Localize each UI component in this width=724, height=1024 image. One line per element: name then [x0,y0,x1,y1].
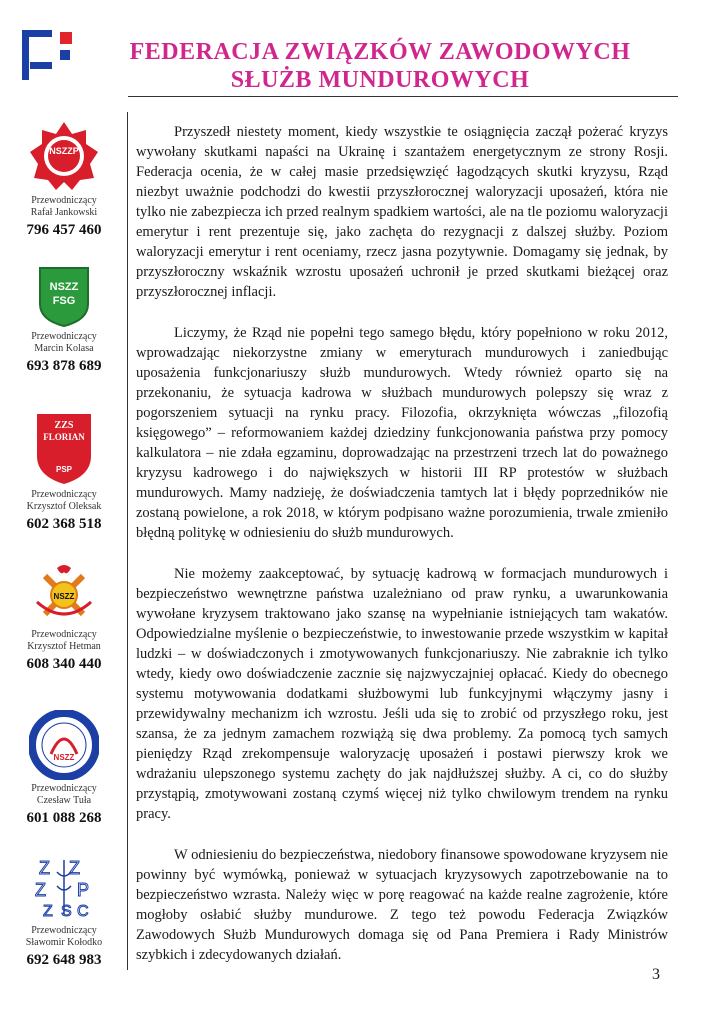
header-rule [128,96,678,97]
member-block-tula [8,710,120,827]
paragraph-4: W odniesieniu do bezpieczeństwa, niedobory finansowe spowodowane kryzysem nie powinny być wymówką, ponieważ w sytuacjach kryzysowych zapotrzebowanie na to bezpieczeństwo wzrasta. Należy więc w porę reagować na każde realne zagrożenie, które mogłoby osłabić służby mundurowe. Z tego też powodu Federacja Związków Zawodowych Służb Mundurowych domaga się od Pana Premiera i Rady Ministrów szybkich i zdecydowanych działań. [136,847,668,963]
member-phone: 692 648 983 [26,952,102,968]
member-block-nszzp [8,120,120,239]
member-role: Przewodniczący [31,489,97,500]
svg-text:C: C [77,903,89,920]
title-line-2: SŁUŻB MUNDUROWYCH [230,67,530,93]
member-role: Przewodniczący [31,331,97,342]
member-block-kolodko [8,852,120,969]
title-line-1: FEDERACJA ZWIĄZKÓW ZAWODOWYCH [129,39,631,65]
paragraph-1: Przyszedł niestety moment, kiedy wszystkie te osiągnięcia zaczął pożerać kryzys wywołany skutkami napaści na Ukrainę i szantażem energetycznym ze strony Rosji. Federacja ocenia, że w całej masie przedsięwzięć łagodzących skutki kryzysu, Rząd niezbyt uważnie podchodzi do kwestii przyszłorocznej waloryzacji uposażeń, która nie tylko nie zabezpiecza ich przed realnym spadkiem wartości, ale na tle poziomu waloryzacji emerytur i rent prezentuje się, jako zachęta do rezygnacji z dalszej służby. Poziom waloryzacji emerytur i rent oceniamy, rzecz jasna pozytywnie. Domagamy się jednak, by przyszłoroczny wskaźnik wzrostu uposażeń uchronił je przed skutkami bieżącej oraz przyszłorocznej inflacji. [136,124,668,300]
member-block-pozarnictwa [8,562,120,673]
logo-square-blue [60,50,70,60]
member-phone: 608 340 440 [26,656,102,672]
svg-text:NSZZ: NSZZ [53,753,75,762]
fire-service-emblem-icon [31,562,97,626]
logo-bar-mid [30,62,52,69]
svg-text:Z: Z [43,903,53,920]
svg-text:Z: Z [39,858,50,878]
member-name: Sławomir Kołodko [25,937,103,948]
fsg-shield-icon [38,266,90,328]
column-divider [127,112,128,970]
nszz-seal-icon [29,710,99,780]
member-block-fsg [8,266,120,375]
svg-text:Z: Z [35,880,46,900]
svg-text:FSG: FSG [52,295,76,307]
member-name: Rafał Jankowski [30,207,98,218]
zz-prsc-logo-icon [29,852,99,922]
nszzp-emblem-icon [28,120,100,192]
member-phone: 693 878 689 [26,358,102,374]
svg-text:Z: Z [69,858,80,878]
federation-logo [22,24,72,84]
member-role: Przewodniczący [31,629,97,640]
member-role: Przewodniczący [31,195,97,206]
svg-text:NSZZ: NSZZ [53,592,75,601]
member-phone: 796 457 460 [26,222,102,238]
florian-shield-icon [35,412,93,486]
svg-text:NSZZ: NSZZ [49,281,79,293]
logo-bar [22,30,29,80]
page-number: 3 [652,966,660,983]
member-block-florian [8,412,120,533]
member-phone: 602 368 518 [26,516,102,532]
member-name: Czesław Tuła [36,795,92,806]
svg-text:ZZS: ZZS [54,420,74,431]
letter-body [136,122,668,986]
member-role: Przewodniczący [31,783,97,794]
logo-bar-top [22,30,52,37]
paragraph-3: Nie możemy zaakceptować, by sytuację kadrową w formacjach mundurowych i bezpieczeństwo wewnętrzne państwa uzależniano od praw rynku, a uwarunkowania wywołane kryzysem traktowano jako szansę na wypełnianie istniejących tam wakatów. Odpowiedzialne myślenie o bezpieczeństwie, to inwestowanie przede wszystkim w kapitał ludzki – w doświadczonych i zmotywowanych funkcjonariuszy. Nie zabraknie ich tylko wtedy, kiedy owo doświadczenie zacznie się najzwyczajniej opłacać. Kiedy do obecnego systemu motywowania dodatkami służbowymi lub funkcyjnymi włączymy jasny i przewidywalny mechanizm ich wzrostu. Jeśli uda się to zrobić od przyszłego roku, jest szansa, że za jednym zamachem rozwiążą się dwa problemy. Za pomocą tych samych pieniędzy Rząd zrekompensuje waloryzację uposażeń i postawi pierwszy krok we wdrażaniu ulepszonego systemu zachęty do jak najdłuższej służby. A ci, co do służby przystąpią, zmotywowani zostaną czymś więcej niż tylko chwilowym trendem na rynku pracy. [136,566,668,822]
svg-text:S: S [61,903,72,920]
member-phone: 601 088 268 [26,810,102,826]
member-name: Krzysztof Oleksak [26,501,102,512]
member-name: Marcin Kolasa [34,343,94,354]
svg-text:PSP: PSP [55,465,73,474]
paragraph-2: Liczymy, że Rząd nie popełni tego samego błędu, który popełniono w roku 2012, wprowadzając niekorzystne zmiany w emeryturach mundurowych i zaniedbując uposażenia funkcjonariuszy służb mundurowych. Wtedy również oparto się na przekonaniu, że sytuacja kadrowa w służbach mundurowych polepszy się wraz z pogorszeniem sytuacji na rynku pracy. Filozofia, okrzyknięta wówczas „filozofią księgowego” – reformowaniem każdej dziedziny funkcjonowania państwa przy pomocy kalkulatora – nie zdała egzaminu, doprowadzając na przestrzeni trzech lat do poważnego kryzysu kadrowego i do największych w historii III RP protestów w służbach mundurowych. Mamy nadzieję, że doświadczenia tamtych lat i błędy poprzedników nie zostaną powielone, a rok 2018, w którym podpisano ważne porozumienia, trwale zmieniło błędną politykę w odniesieniu do służb mundurowych. [136,325,668,541]
logo-square-red [60,32,72,44]
member-role: Przewodniczący [31,925,97,936]
svg-text:FLORIAN: FLORIAN [43,432,85,442]
federation-title [80,38,680,94]
emblem-text: NSZZP [49,146,79,156]
svg-text:P: P [77,880,90,900]
member-name: Krzysztof Hetman [27,641,101,652]
